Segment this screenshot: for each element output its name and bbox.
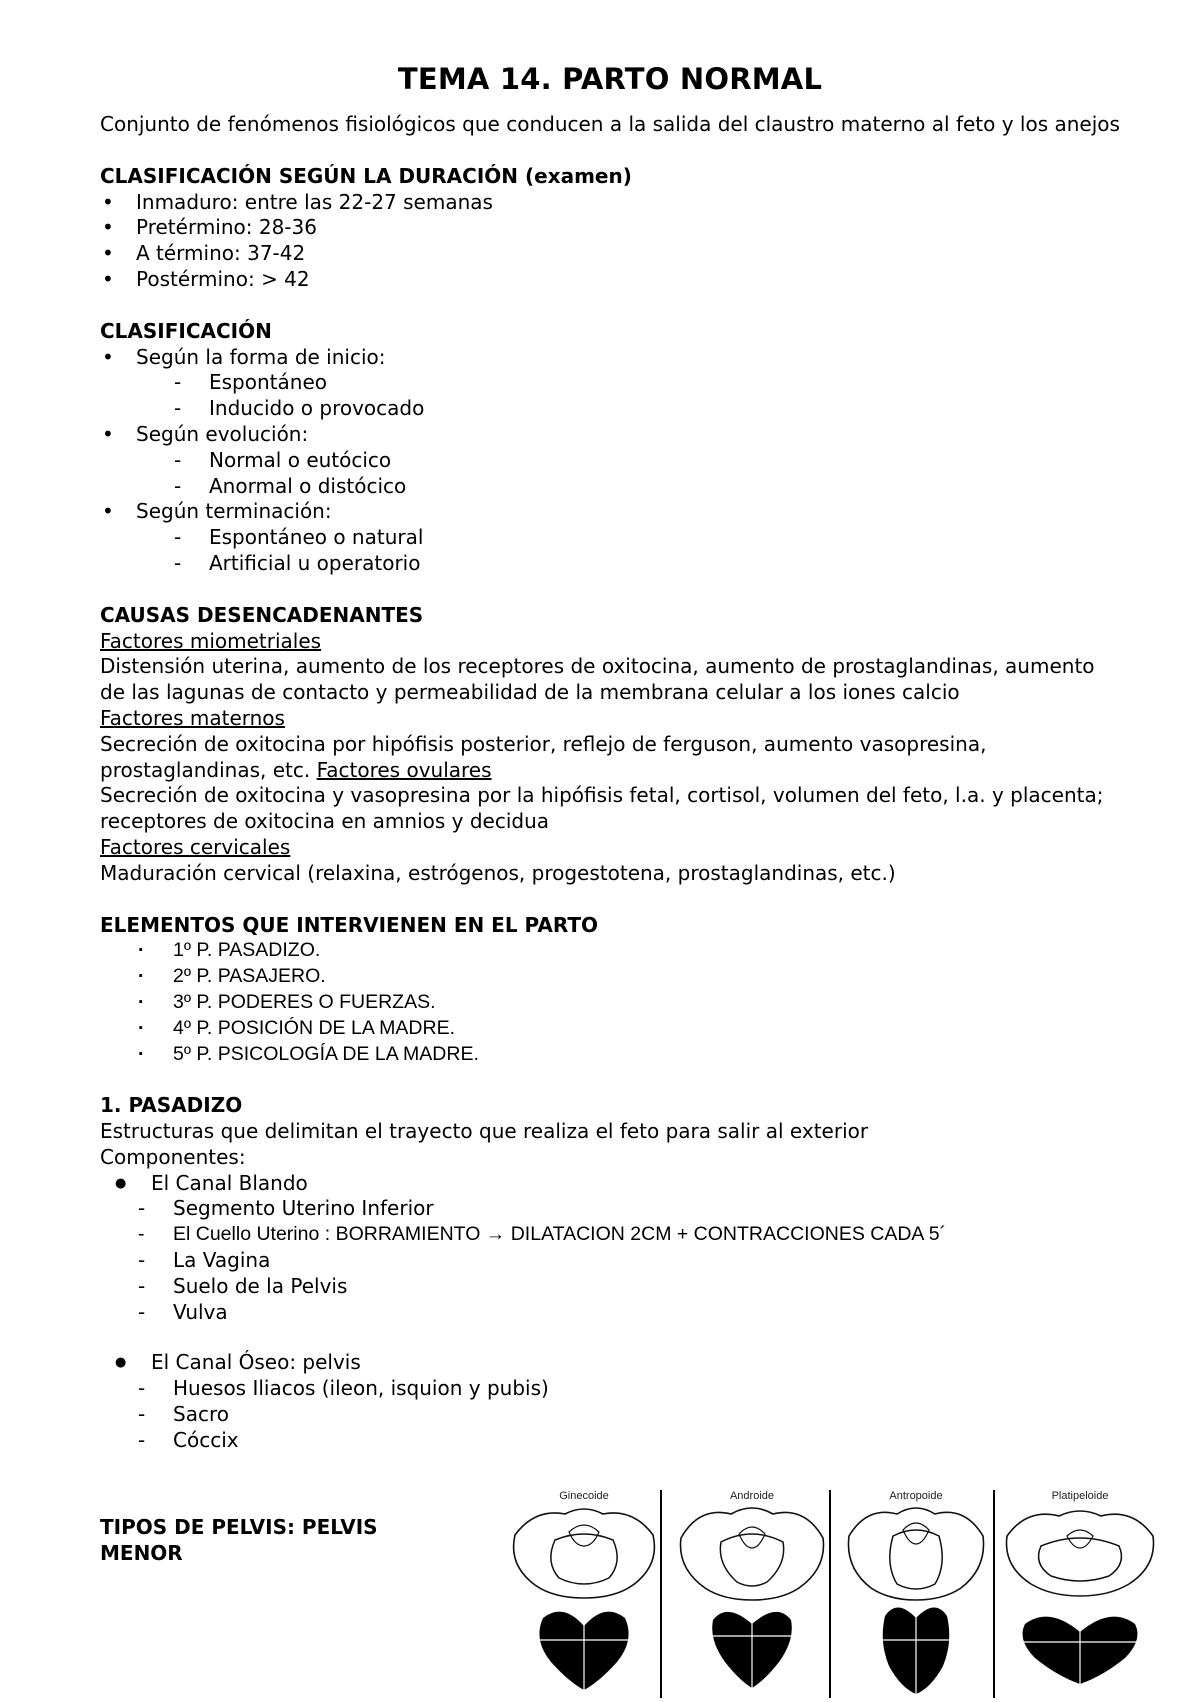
pelvis-ginecoide-drawing (505, 1490, 663, 1698)
document-page (100, 50, 1120, 1454)
pelvis-androide-drawing (673, 1490, 831, 1698)
pelvis-label: Antropoide (889, 1490, 943, 1502)
list-item: · 3º P. PODERES O FUERZAS. (100, 990, 1120, 1016)
sub-list-item: - Vulva (100, 1300, 1120, 1326)
list-item: ● El Canal Blando (100, 1171, 1120, 1197)
cervicales-text: Maduración cervical (relaxina, estrógenos, progestotena, prostaglandinas, etc.) (100, 860, 896, 885)
pelvis-ginecoide (505, 1490, 663, 1698)
sub-list-item: - Huesos Iliacos (ileon, isquion y pubis) (100, 1376, 1120, 1402)
sub-list-item: - Sacro (100, 1402, 1120, 1428)
duracion-list (100, 190, 1120, 293)
canal-oseo-list (100, 1350, 1120, 1453)
ovulares-text: Secreción de oxitocina y vasopresina por la hipófisis fetal, cortisol, volumen del feto, l.a. y placenta; receptores de oxitocina en amnios y decidua (100, 783, 1104, 834)
page-title: TEMA 14. PARTO NORMAL (397, 62, 823, 96)
heading-tipos-pelvis: TIPOS DE PELVIS: PELVIS MENOR (100, 1515, 378, 1565)
pelvis-antropoide (837, 1490, 995, 1698)
list-item: • Según terminación: (100, 499, 1120, 525)
maternos-paragraph (100, 732, 1120, 784)
heading-clasificacion-duracion: CLASIFICACIÓN SEGÚN LA DURACIÓN (examen) (100, 163, 632, 188)
heading-clasificacion: CLASIFICACIÓN (100, 318, 272, 343)
heading-elementos: ELEMENTOS QUE INTERVIENEN EN EL PARTO (100, 912, 598, 937)
sub-list-item: - Artificial u operatorio (100, 551, 1120, 577)
list-item: ● El Canal Óseo: pelvis (100, 1350, 1120, 1376)
canal-blando-list (100, 1171, 1120, 1326)
list-item: • Inmaduro: entre las 22-27 semanas (100, 190, 1120, 216)
sub-list-item: - Cóccix (100, 1428, 1120, 1454)
subheading-cervicales: Factores cervicales (100, 834, 291, 859)
pelvis-platipeloide-drawing (1001, 1490, 1159, 1698)
sub-list-item: - La Vagina (100, 1248, 1120, 1274)
list-item: • Pretérmino: 28-36 (100, 215, 1120, 241)
sub-list-item: - Anormal o distócico (100, 474, 1120, 500)
list-item: · 2º P. PASAJERO. (100, 964, 1120, 990)
list-item: • Postérmino: > 42 (100, 267, 1120, 293)
sub-list-item: - El Cuello Uterino : BORRAMIENTO → DILATACION 2CM + CONTRACCIONES CADA 5´ (100, 1222, 1120, 1248)
pelvis-androide (673, 1490, 831, 1698)
heading-causas: CAUSAS DESENCADENANTES (100, 602, 424, 627)
miometriales-text: Distensión uterina, aumento de los receptores de oxitocina, aumento de prostaglandinas, aumento de las lagunas de contacto y permeabilidad de la membrana celular a los iones calcio (100, 654, 1095, 705)
sub-list-item: - Espontáneo o natural (100, 525, 1120, 551)
pelvis-antropoide-drawing (837, 1490, 995, 1698)
subheading-ovulares: Factores ovulares (316, 757, 492, 782)
clasificacion-list (100, 345, 1120, 577)
list-item: · 1º P. PASADIZO. (100, 938, 1120, 964)
list-item: · 5º P. PSICOLOGÍA DE LA MADRE. (100, 1042, 1120, 1068)
pelvis-platipeloide (1001, 1490, 1159, 1698)
list-item: • Según la forma de inicio: (100, 345, 1120, 371)
subheading-maternos: Factores maternos (100, 705, 285, 730)
intro-text: Conjunto de fenómenos fisiológicos que conducen a la salida del claustro materno al feto y los anejos (100, 112, 1120, 136)
sub-list-item: - Espontáneo (100, 370, 1120, 396)
sub-list-item: - Normal o eutócico (100, 448, 1120, 474)
list-item: · 4º P. POSICIÓN DE LA MADRE. (100, 1016, 1120, 1042)
subheading-miometriales: Factores miometriales (100, 628, 322, 653)
pelvis-label: Platipeloide (1051, 1490, 1109, 1502)
pelvis-label: Ginecoide (559, 1490, 609, 1502)
sub-list-item: - Segmento Uterino Inferior (100, 1196, 1120, 1222)
componentes-label: Componentes: (100, 1144, 246, 1169)
list-item: • Según evolución: (100, 422, 1120, 448)
elementos-list (100, 938, 1120, 1067)
pelvis-label: Androide (729, 1490, 775, 1502)
pasadizo-text: Estructuras que delimitan el trayecto que realiza el feto para salir al exterior (100, 1119, 869, 1144)
heading-pasadizo: 1. PASADIZO (100, 1093, 243, 1118)
list-item: • A término: 37-42 (100, 241, 1120, 267)
maternos-text: Secreción de oxitocina por hipófisis posterior, reflejo de ferguson, aumento vasopresina, prostaglandinas, etc. (100, 731, 987, 782)
sub-list-item: - Suelo de la Pelvis (100, 1274, 1120, 1300)
sub-list-item: - Inducido o provocado (100, 396, 1120, 422)
pelvis-types-figure (505, 1490, 1160, 1698)
